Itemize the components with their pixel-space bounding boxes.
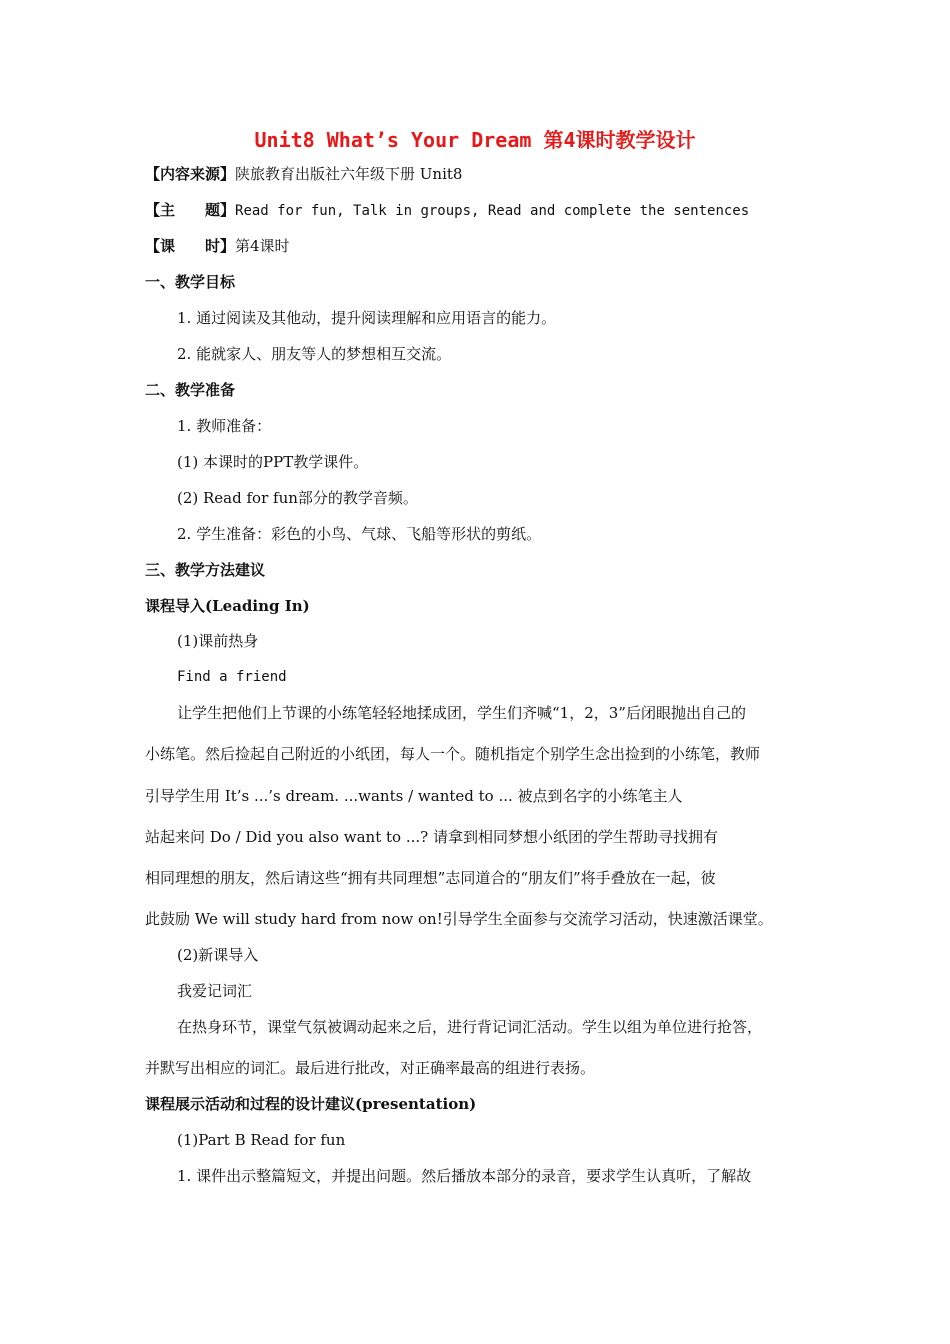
paragraph-1-line-4: 站起来问 Do / Did you also want to ...? 请拿到相同梦想小纸团的学生帮助寻找拥有 <box>145 828 718 846</box>
paragraph-2-line-2: 并默写出相应的词汇。最后进行批改，对正确率最高的组进行表扬。 <box>145 1059 596 1077</box>
presentation-step-1: (1)Part B Read for fun <box>177 1131 346 1149</box>
paragraph-1-line-3: 引导学生用 It’s ...’s dream. ...wants / wanted to ... 被点到名字的小练笔主人 <box>145 787 683 805</box>
meta-period <box>145 236 290 256</box>
source-value: 陕旅教育出版社六年级下册 Unit8 <box>235 165 463 183</box>
leadin-step-1-name: Find a friend <box>177 669 287 685</box>
leadin-step-2: (2)新课导入 <box>177 946 259 964</box>
period-value: 第4课时 <box>235 237 290 255</box>
leadin-step-1: (1)课前热身 <box>177 632 259 650</box>
paragraph-1-line-2: 小练笔。然后捡起自己附近的小纸团，每人一个。随机指定个别学生念出捡到的小练笔，教师 <box>145 745 761 763</box>
prep-item-1a: (1) 本课时的PPT教学课件。 <box>177 453 369 471</box>
paragraph-1-line-1: 让学生把他们上节课的小练笔轻轻地揉成团，学生们齐喊“1，2，3”后闭眼抛出自己的 <box>177 704 746 722</box>
leadin-step-2-name: 我爱记词汇 <box>177 982 253 1000</box>
source-label: 【内容来源】 <box>145 165 236 183</box>
section-heading-methods: 三、教学方法建议 <box>145 561 266 579</box>
section-heading-objectives: 一、教学目标 <box>145 273 236 291</box>
prep-item-1: 1. 教师准备： <box>177 417 272 435</box>
period-label: 【课 时】 <box>145 237 236 255</box>
topic-label: 【主 题】 <box>145 201 236 219</box>
document-title: Unit8 What’s Your Dream 第4课时教学设计 <box>254 128 696 152</box>
meta-source <box>145 164 462 184</box>
prep-item-2: 2. 学生准备：彩色的小鸟、气球、飞船等形状的剪纸。 <box>177 525 542 543</box>
subheading-presentation: 课程展示活动和过程的设计建议(presentation) <box>145 1095 477 1113</box>
paragraph-1-line-6: 此鼓励 We will study hard from now on!引导学生全面参与交流学习活动，快速激活课堂。 <box>145 910 773 928</box>
objective-item-2: 2. 能就家人、朋友等人的梦想相互交流。 <box>177 345 452 363</box>
paragraph-1-line-5: 相同理想的朋友，然后请这些“拥有共同理想”志同道合的“朋友们”将手叠放在一起，彼 <box>145 869 716 887</box>
presentation-step-1-line-1: 1. 课件出示整篇短文，并提出问题。然后播放本部分的录音，要求学生认真听，了解故 <box>177 1167 752 1185</box>
paragraph-2-line-1: 在热身环节，课堂气氛被调动起来之后，进行背记词汇活动。学生以组为单位进行抢答， <box>177 1018 763 1036</box>
objective-item-1: 1. 通过阅读及其他动，提升阅读理解和应用语言的能力。 <box>177 309 557 327</box>
subheading-leading-in: 课程导入(Leading In) <box>145 597 310 615</box>
topic-value: Read for fun, Talk in groups, Read and complete the sentences <box>235 203 750 219</box>
prep-item-1b: (2) Read for fun部分的教学音频。 <box>177 489 418 507</box>
section-heading-preparation: 二、教学准备 <box>145 381 236 399</box>
meta-topic <box>145 200 749 221</box>
